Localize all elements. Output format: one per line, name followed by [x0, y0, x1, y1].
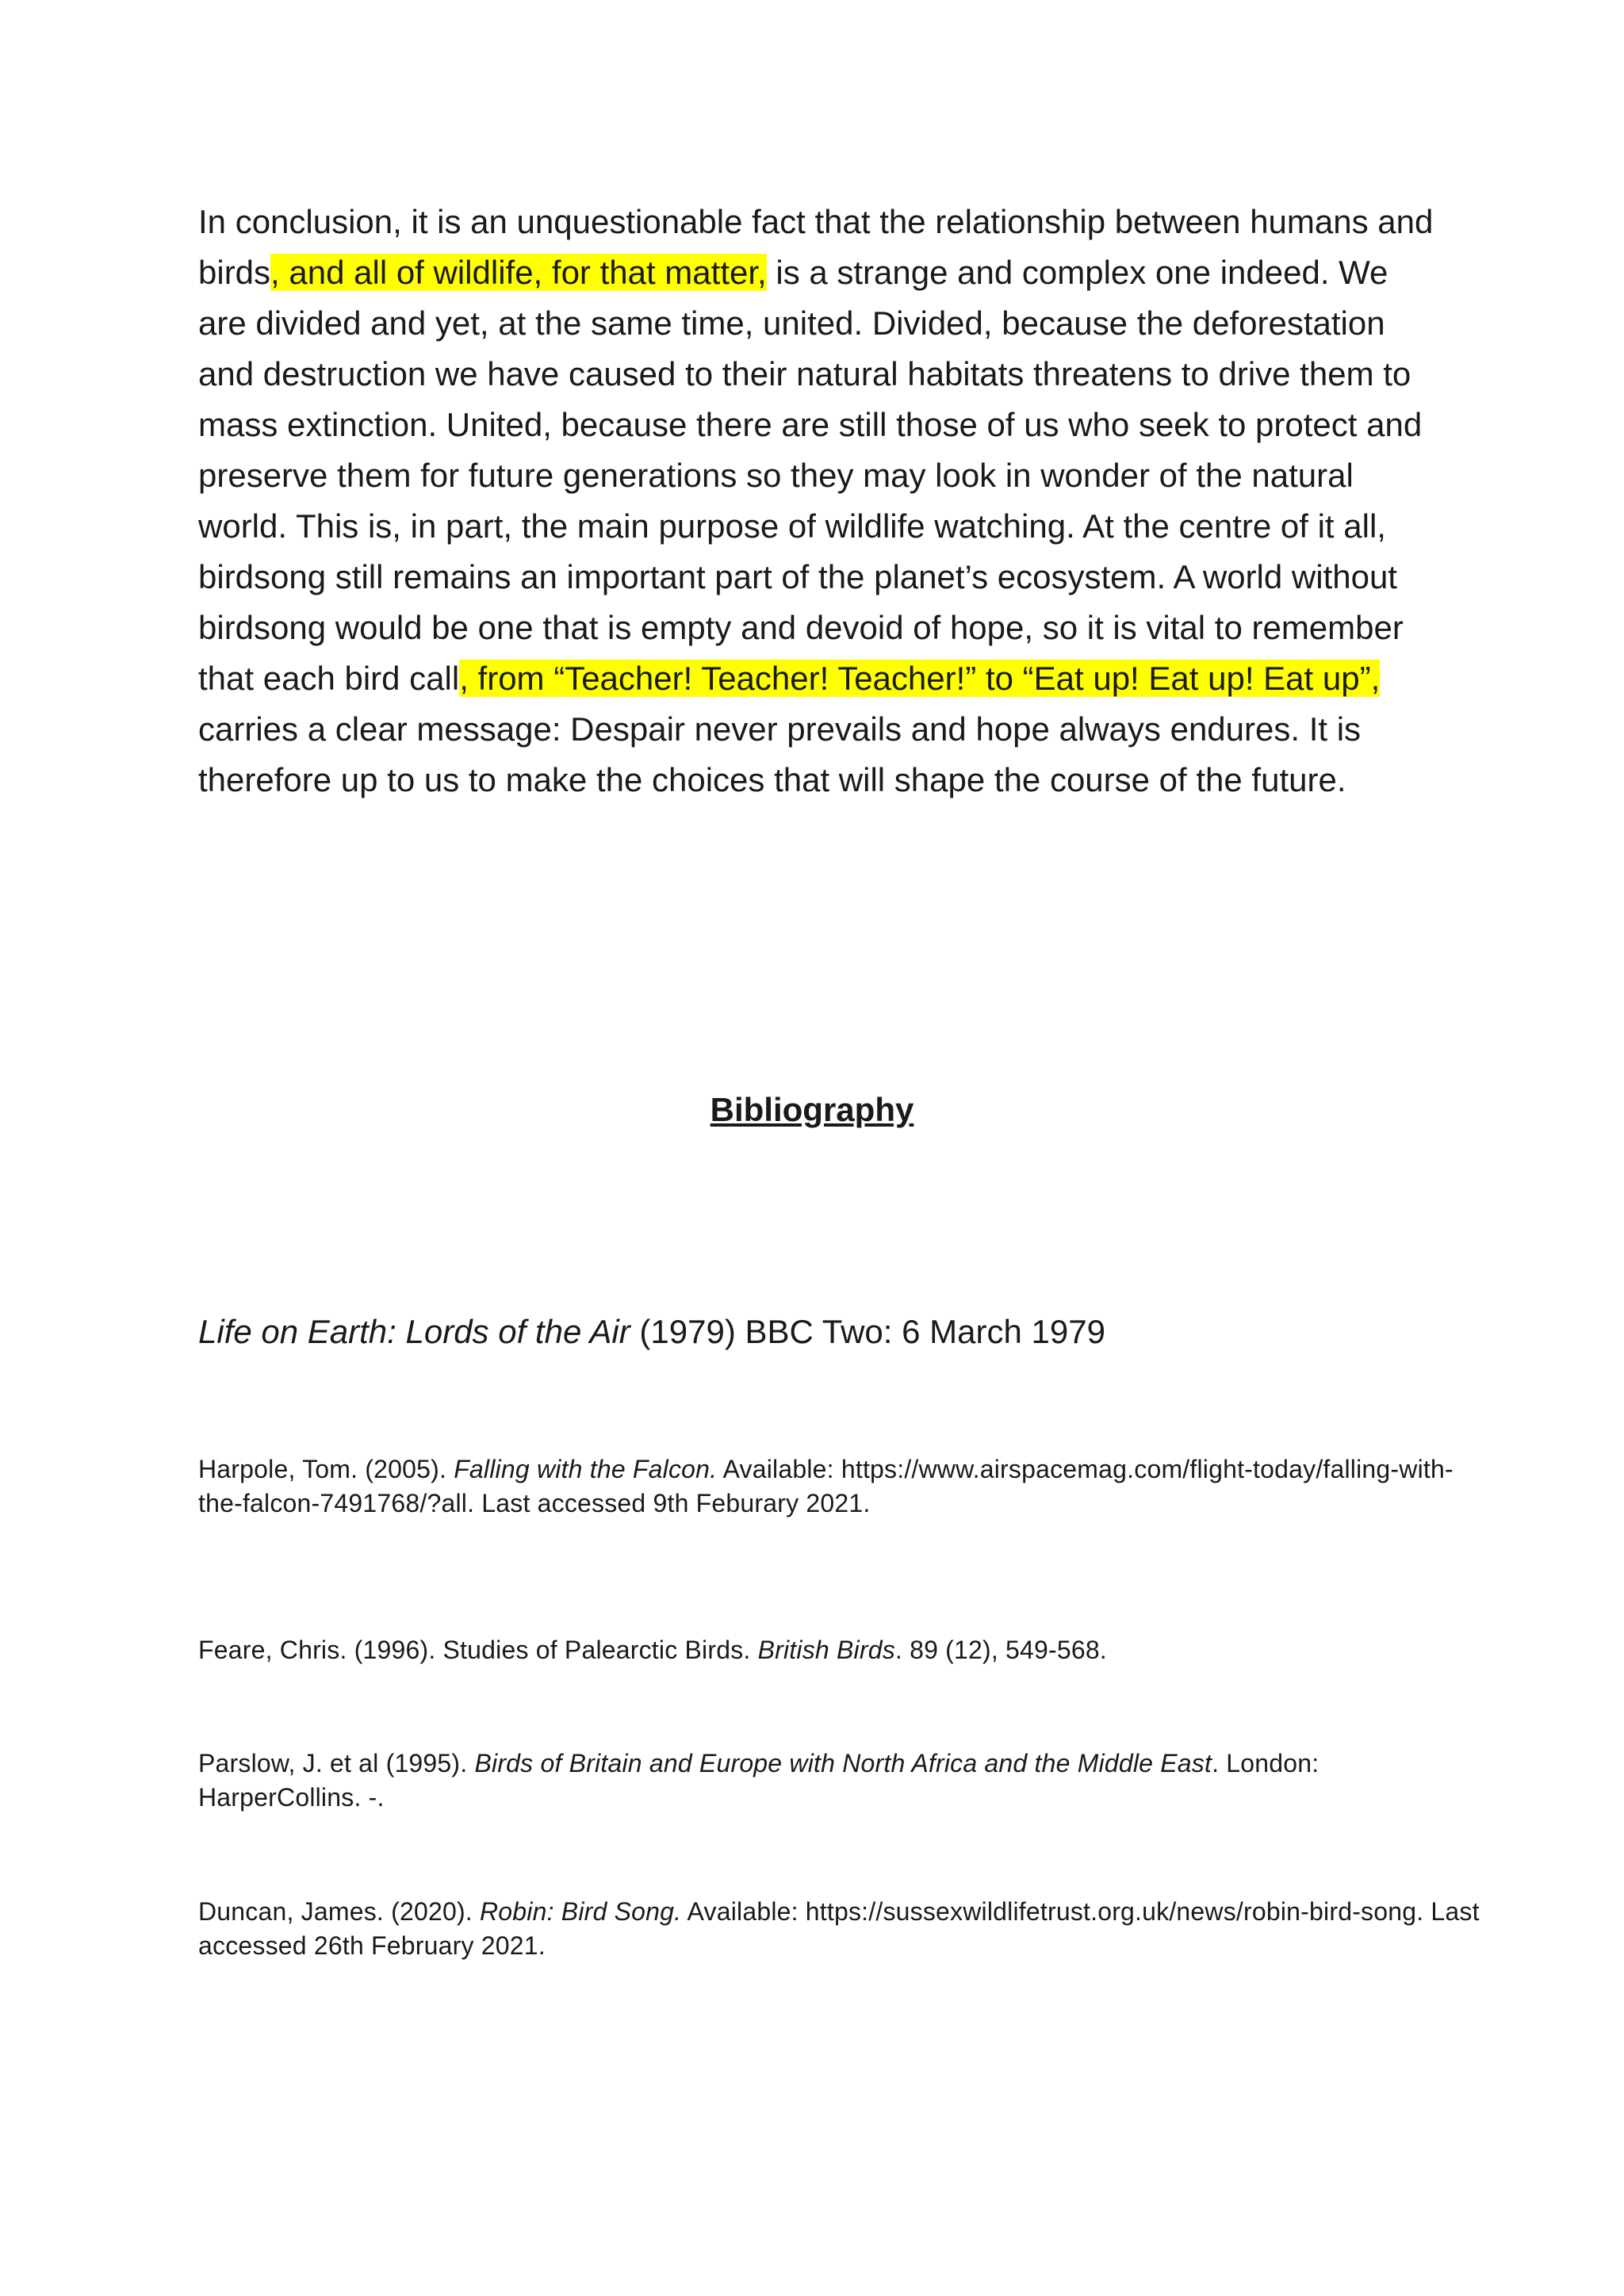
reference-details: (1979) BBC Two: 6 March 1979: [630, 1313, 1105, 1350]
highlighted-text-1: , and all of wildlife, for that matter,: [270, 254, 767, 291]
reference-author: Duncan, James. (2020).: [198, 1897, 480, 1926]
reference-details: . 89 (12), 549-568.: [894, 1636, 1107, 1664]
reference-parslow: [198, 1747, 1483, 1815]
conclusion-paragraph: [198, 197, 1435, 806]
reference-title: Robin: Bird Song.: [480, 1897, 682, 1926]
reference-title: Life on Earth: Lords of the Air: [198, 1313, 630, 1350]
reference-details: Available: https://www.airspacemag.com/flight-today/falling-with-the-falcon-7491768/?all. Last accessed 9th Feburary 2021.: [198, 1455, 1454, 1517]
reference-details: Available: https://sussexwildlifetrust.org.uk/news/robin-bird-song. Last accessed 26th February 2021.: [198, 1897, 1480, 1960]
reference-title: British Birds: [757, 1636, 895, 1664]
reference-title: Falling with the Falcon.: [454, 1455, 718, 1483]
reference-title: Birds of Britain and Europe with North Africa and the Middle East: [474, 1749, 1212, 1777]
reference-author: Harpole, Tom. (2005).: [198, 1455, 454, 1483]
reference-duncan: [198, 1895, 1483, 1963]
highlighted-text-2: , from “Teacher! Teacher! Teacher!” to “Eat up! Eat up! Eat up”,: [459, 660, 1381, 697]
conclusion-text-1: In conclusion, it is an unquestionable fact that the relationship between humans and birds: [198, 203, 1434, 291]
reference-details: . London: HarperCollins. -.: [198, 1749, 1320, 1812]
reference-author: Parslow, J. et al (1995).: [198, 1749, 475, 1777]
conclusion-text-2: is a strange and complex one indeed. We are divided and yet, at the same time, united. Divided, because the deforestation and destruction we have caused to their natural habitats threatens to drive them to mass extinction. United, because there are still those of us who seek to protect and preserve them for future generations so they may look in wonder of the natural world. This is, in part, the main purpose of wildlife watching. At the centre of it all, birdsong still remains an important part of the planet’s ecosystem. A world without birdsong would be one that is empty and devoid of hope, so it is vital to remember that each bird call: [198, 254, 1423, 697]
reference-author: Feare, Chris. (1996). Studies of Palearctic Birds.: [198, 1636, 758, 1664]
conclusion-text-3: carries a clear message: Despair never prevails and hope always endures. It is therefore up to us to make the choices that will shape the course of the future.: [198, 710, 1362, 798]
reference-feare: [198, 1633, 1483, 1667]
reference-harpole: [198, 1452, 1483, 1521]
reference-life-on-earth: [198, 1308, 1467, 1356]
bibliography-heading: Bibliography: [710, 1091, 914, 1128]
